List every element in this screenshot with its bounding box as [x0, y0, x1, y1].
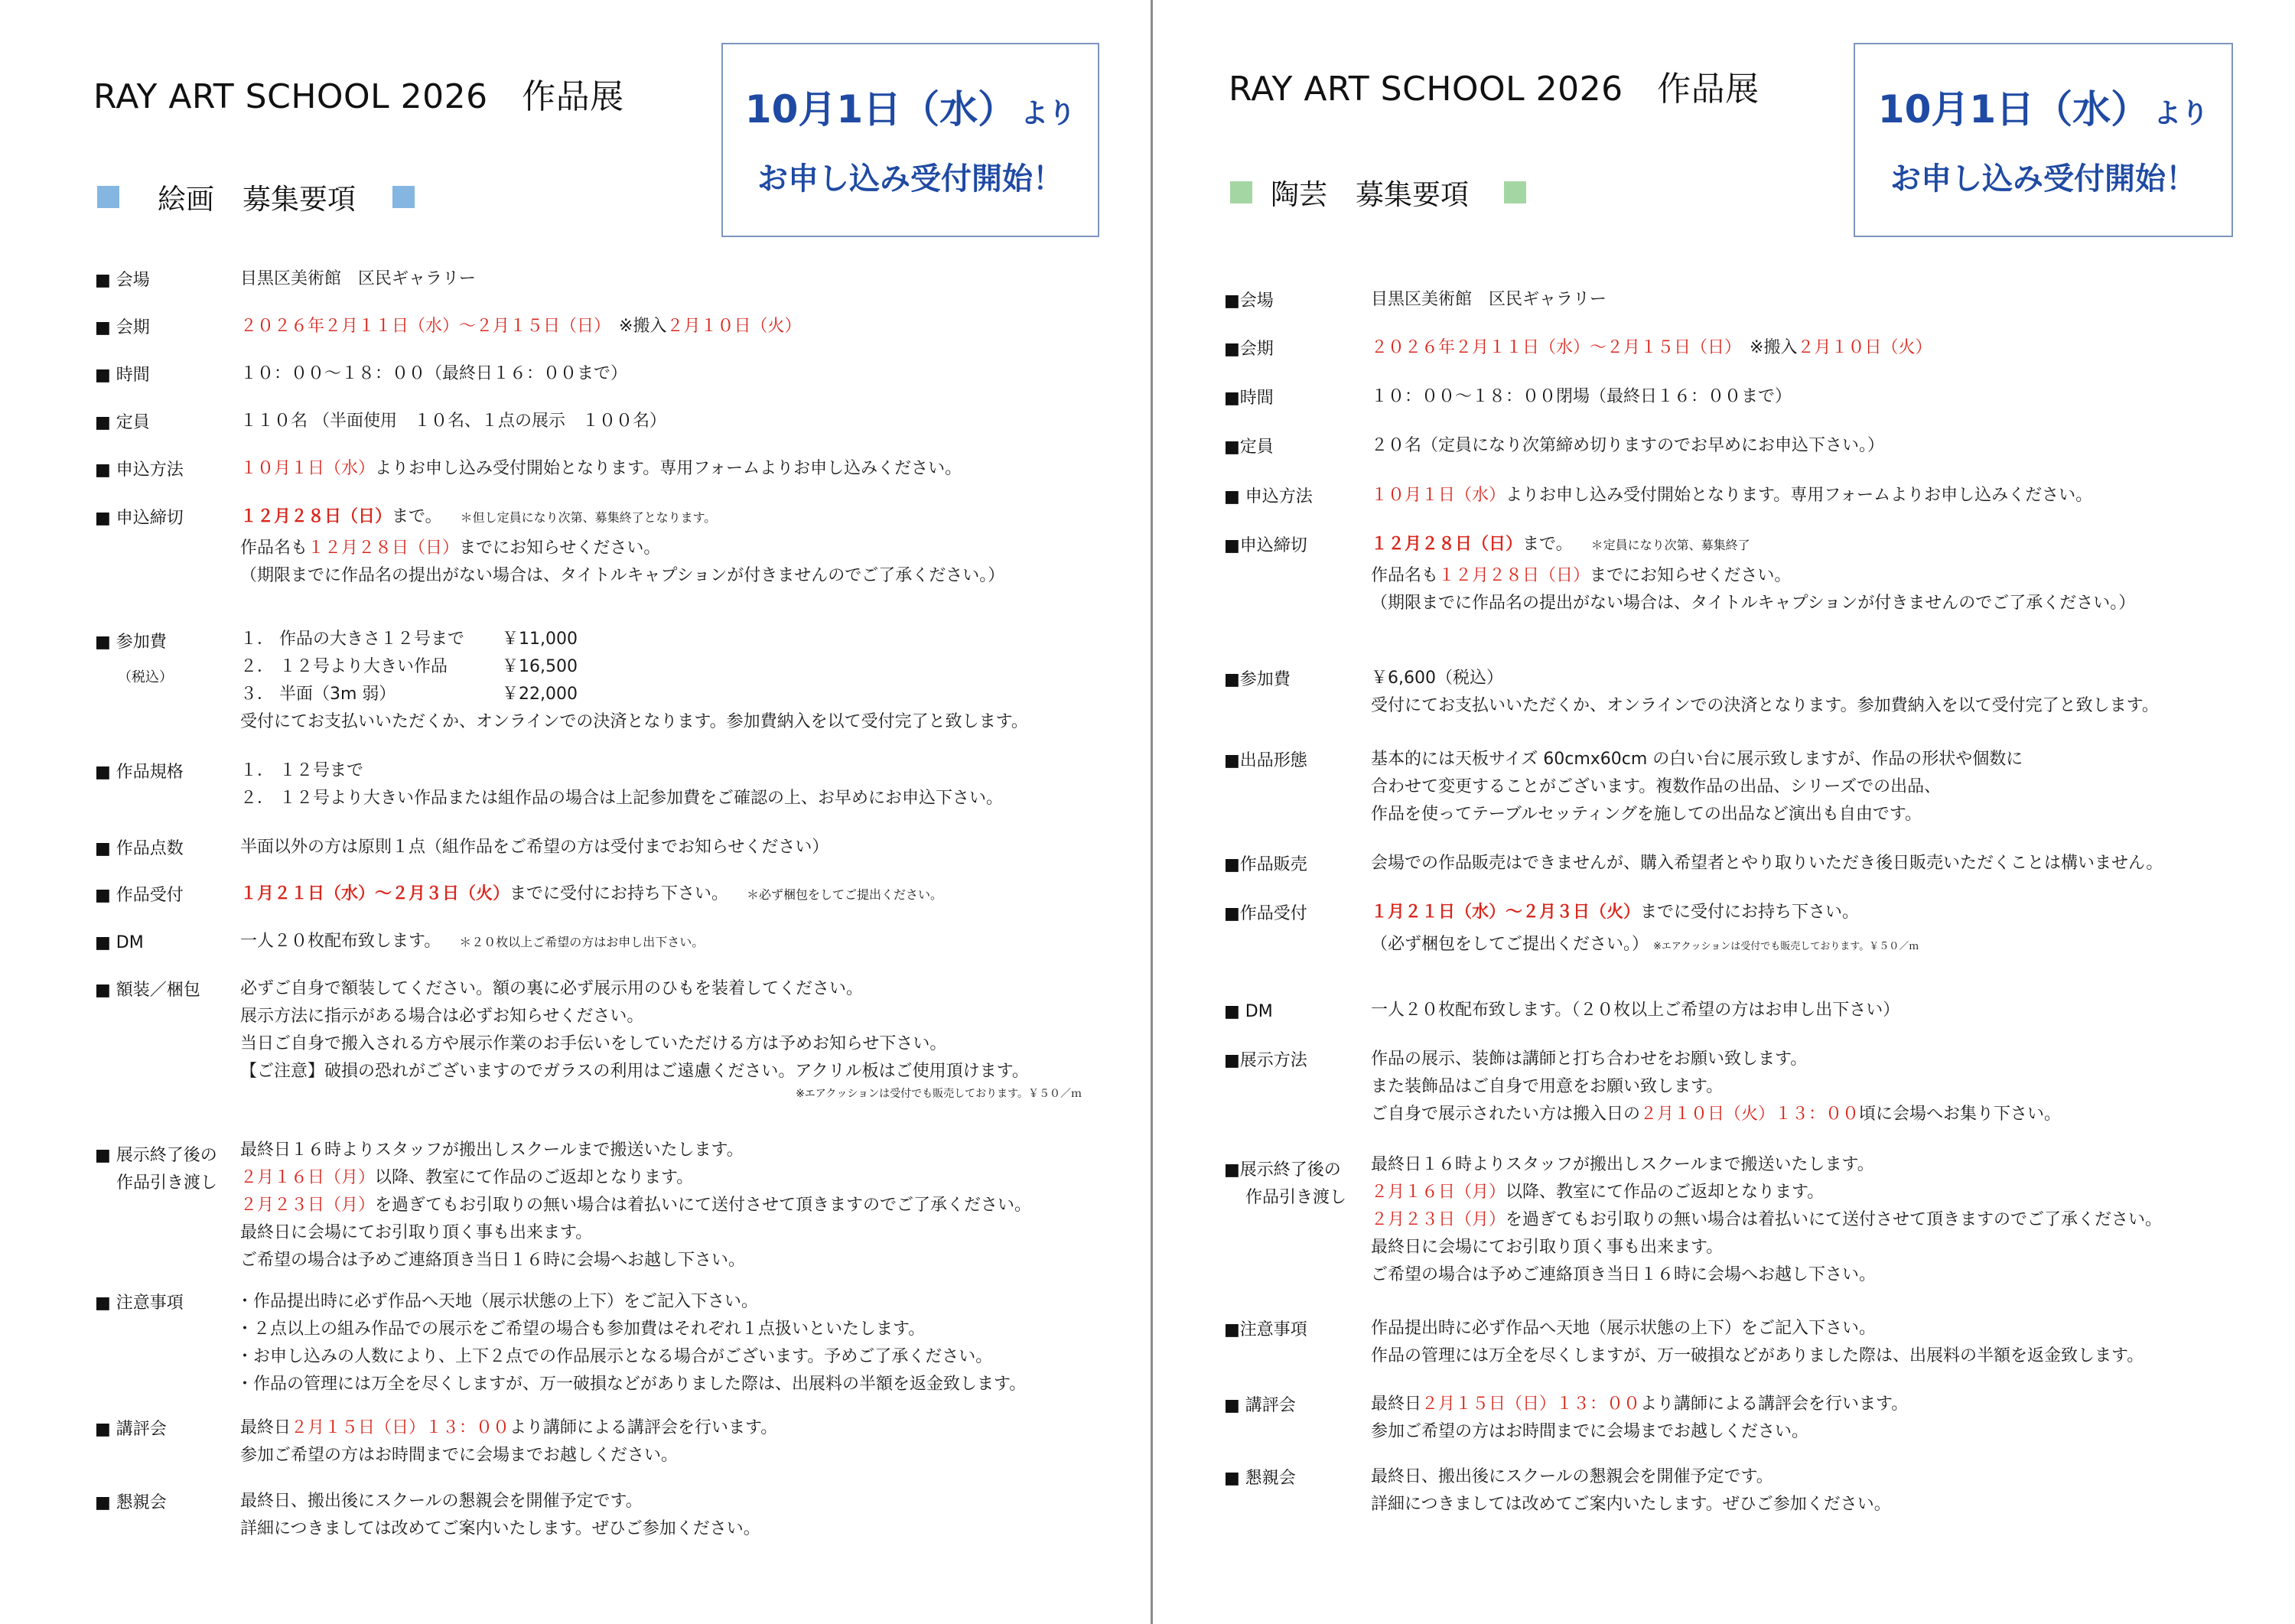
- receive-dates: １月２１日（水）〜２月３日（火）: [1371, 903, 1641, 922]
- return-line: 最終日１６時よりスタッフが搬出しスクールまで搬送いたします。: [1371, 1155, 1874, 1174]
- period-dates: ２０２６年２月１１日（水）〜２月１５日（日）: [240, 317, 603, 336]
- dm-label: ■ DM: [1224, 1002, 1273, 1021]
- return-label: [95, 1142, 217, 1197]
- return-line: を過ぎてもお引取りの無い場合は着払いにて送付させて頂きますのでご了承ください。: [375, 1196, 1032, 1215]
- page-divider: [1151, 0, 1153, 1624]
- page-title: RAY ART SCHOOL 2026 作品展: [1229, 70, 1760, 109]
- party-label: ■ 懇親会: [1224, 1469, 1296, 1488]
- venue-value: [1371, 286, 1606, 314]
- critique-label: ■ 講評会: [1224, 1396, 1296, 1415]
- deadline-note: ＊但し定員になり次第、募集終了となります。: [460, 510, 717, 525]
- display-line: 頃に会場へお集り下さい。: [1859, 1105, 2062, 1124]
- critique-line: 参加ご希望の方はお時間までに会場までお越しください。: [240, 1446, 679, 1465]
- framing-label: ■ 額装／梱包: [95, 981, 200, 1000]
- period-label: ■ 会期: [95, 318, 150, 337]
- notes-line: 作品提出時に必ず作品へ天地（展示状態の上下）をご記入下さい。: [1371, 1319, 1877, 1338]
- framing-line: 必ずご自身で額装してください。額の裏に必ず展示用のひもを装着してください。: [240, 979, 864, 998]
- return-value: [240, 1137, 1031, 1274]
- deadline-value: [1371, 531, 2135, 617]
- green-square-icon: [1230, 181, 1252, 203]
- dm-value: [240, 928, 704, 956]
- spec-line: １． １２号まで: [240, 761, 363, 780]
- fee-label-text: ■ 参加費: [95, 633, 167, 652]
- format-line: 基本的には天板サイズ 60cmx60cm の白い台に展示致しますが、作品の形状や個数に: [1371, 750, 2023, 769]
- section-title: [1230, 171, 1526, 213]
- section-title-label: 陶芸 募集要項: [1271, 178, 1469, 211]
- return-line: 以降、教室にて作品のご返却となります。: [375, 1168, 694, 1187]
- period-value: [1371, 334, 1932, 362]
- party-value: [1371, 1463, 1891, 1518]
- deadline-label: ■申込締切: [1224, 536, 1307, 555]
- sales-value: [1371, 850, 2163, 877]
- return-line: 最終日に会場にてお引取り頂く事も出来ます。: [240, 1223, 593, 1242]
- deadline-text: まで。: [1522, 535, 1573, 554]
- title-deadline-note: （期限までに作品名の提出がない場合は、タイトルキャプションが付きませんのでご了承ください。）: [1371, 594, 2136, 613]
- framing-value: [240, 975, 1082, 1102]
- receive-value: [240, 880, 942, 909]
- carry-in-prefix: ※搬入: [619, 317, 667, 336]
- format-value: [1371, 746, 2023, 828]
- party-line: 最終日、搬出後にスクールの懇親会を開催予定です。: [1371, 1467, 1773, 1486]
- page-title: RAY ART SCHOOL 2026 作品展: [93, 77, 624, 116]
- return-deadline-date: ２月２３日（月）: [240, 1196, 376, 1215]
- critique-value: [240, 1414, 777, 1469]
- capacity-label: ■定員: [1224, 438, 1274, 457]
- return-label-line: ■ 展示終了後の: [95, 1146, 217, 1165]
- fee-payment-text: 受付にてお支払いいただくか、オンラインでの決済となります。参加費納入を以て受付完了と致します。: [240, 712, 1028, 731]
- notes-line: ・作品提出時に必ず作品へ天地（展示状態の上下）をご記入下さい。: [236, 1292, 759, 1311]
- receive-line: （必ず梱包をしてご提出ください。）: [1371, 935, 1649, 954]
- party-line: 詳細につきましては改めてご案内いたします。ぜひご参加ください。: [240, 1519, 760, 1538]
- hours-value: [240, 360, 627, 388]
- display-meeting-date: ２月１０日（火）１３：００: [1640, 1105, 1860, 1124]
- hours-text: １０：００〜１８：００（最終日１６：００まで）: [240, 364, 628, 383]
- sales-label: ■作品販売: [1224, 855, 1307, 874]
- count-text: 半面以外の方は原則１点（組作品をご希望の方は受付までお知らせください）: [240, 838, 829, 857]
- count-value: [240, 834, 828, 861]
- title-deadline-suffix: までにお知らせください。: [459, 539, 661, 558]
- fee-item-desc: １． 作品の大きさ１２号まで: [240, 630, 464, 649]
- apply-method-value: [1371, 482, 2092, 509]
- spec-value: [240, 757, 1003, 812]
- return-line: を過ぎてもお引取りの無い場合は着払いにて送付させて頂きますのでご了承ください。: [1506, 1210, 2163, 1229]
- receive-text: までに受付にお持ち下さい。: [509, 884, 729, 903]
- return-label: [1224, 1157, 1346, 1212]
- section-title-label: 絵画 募集要項: [158, 183, 356, 216]
- apply-method-text: よりお申し込み受付開始となります。専用フォームよりお申し込みください。: [375, 459, 962, 478]
- fee-item-desc: ３． 半面（3m 弱）: [240, 685, 396, 704]
- notes-label: ■注意事項: [1224, 1320, 1307, 1339]
- party-value: [240, 1488, 760, 1543]
- fee-value: [240, 626, 1028, 736]
- title-deadline-date: １２月２８日（日）: [1438, 566, 1590, 585]
- deadline-date: １２月２８日（日）: [1371, 535, 1523, 554]
- format-line: 合わせて変更することがございます。複数作品の出品、シリーズでの出品、: [1371, 777, 1942, 796]
- display-label: ■展示方法: [1224, 1051, 1307, 1070]
- return-line: 最終日に会場にてお引取り頂く事も出来ます。: [1371, 1238, 1724, 1257]
- return-label-line: ■展示終了後の: [1224, 1160, 1341, 1180]
- display-line: ご自身で展示されたい方は搬入日の: [1371, 1105, 1641, 1124]
- fee-label: [95, 633, 173, 686]
- return-value: [1371, 1151, 2162, 1289]
- venue-value: [240, 265, 476, 293]
- application-start-banner: [721, 43, 1099, 237]
- fee-item-price: ￥16,500: [502, 657, 578, 676]
- capacity-text: ２０名（定員になり次第締め切りますのでお早めにお申込下さい。）: [1371, 436, 1885, 455]
- critique-line: 参加ご希望の方はお時間までに会場までお越しください。: [1371, 1422, 1809, 1441]
- deadline-value: [240, 503, 1004, 590]
- ceramics-flyer: [1154, 0, 2295, 1624]
- notes-line: ・２点以上の組み作品での展示をご希望の場合も参加費はそれぞれ１点扱いといたします。: [236, 1320, 926, 1339]
- critique-prefix: 最終日: [240, 1418, 291, 1437]
- blue-square-icon: [97, 186, 119, 208]
- apply-method-value: [240, 455, 962, 483]
- blue-square-icon: [392, 186, 415, 208]
- critique-date: ２月１５日（日）１３：００: [291, 1418, 510, 1437]
- deadline-label: ■ 申込締切: [95, 509, 184, 528]
- notes-label: ■ 注意事項: [95, 1294, 184, 1313]
- title-deadline-note: （期限までに作品名の提出がない場合は、タイトルキャプションが付きませんのでご了承ください。）: [240, 566, 1005, 585]
- deadline-text: まで。: [392, 507, 442, 526]
- party-line: 最終日、搬出後にスクールの懇親会を開催予定です。: [240, 1492, 643, 1511]
- notes-line: 作品の管理には万全を尽くしますが、万一破損などがありました際は、出展料の半額を返金致します。: [1371, 1346, 2144, 1365]
- return-line: ご希望の場合は予めご連絡頂き当日１６時に会場へお越し下さい。: [240, 1251, 746, 1270]
- banner-date-suffix: より: [1021, 98, 1076, 129]
- return-line: ご希望の場合は予めご連絡頂き当日１６時に会場へお越し下さい。: [1371, 1265, 1877, 1284]
- carry-in-prefix: ※搬入: [1750, 338, 1798, 357]
- period-value: [240, 313, 801, 340]
- fee-tax-note: （税込）: [118, 669, 173, 686]
- critique-text: より講師による講評会を行います。: [509, 1418, 778, 1437]
- return-start-date: ２月１６日（月）: [1371, 1183, 1506, 1202]
- dm-note: ＊２０枚以上ご希望の方はお申し出下さい。: [459, 935, 705, 949]
- framing-line: 当日ご自身で搬入される方や展示作業のお手伝いをしていただける方は予めお知らせ下さい。: [240, 1034, 947, 1053]
- display-line: 作品の展示、装飾は講師と打ち合わせをお願い致します。: [1371, 1050, 1808, 1069]
- fee-label: ■参加費: [1224, 670, 1291, 689]
- framing-line: 展示方法に指示がある場合は必ずお知らせください。: [240, 1007, 644, 1026]
- banner-message: お申し込み受付開始！: [1890, 161, 2196, 197]
- fee-value: [1371, 665, 2159, 720]
- carry-in-date: ２月１０日（火）: [1797, 338, 1932, 357]
- receive-note: ※エアクッションは受付でも販売しております。￥５０／ｍ: [1653, 941, 1919, 952]
- section-title: [97, 176, 415, 217]
- title-deadline-suffix: までにお知らせください。: [1590, 566, 1792, 585]
- fee-item-desc: ２． １２号より大きい作品: [240, 657, 448, 676]
- banner-date-suffix: より: [2153, 98, 2209, 129]
- critique-date: ２月１５日（日）１３：００: [1421, 1395, 1641, 1414]
- capacity-label: ■ 定員: [95, 413, 150, 432]
- deadline-note: ＊定員になり次第、募集終了: [1590, 538, 1750, 552]
- venue-label: ■会場: [1224, 291, 1274, 311]
- party-label: ■ 懇親会: [95, 1493, 167, 1512]
- deadline-date: １２月２８日（日）: [240, 507, 392, 526]
- format-label: ■出品形態: [1224, 751, 1307, 770]
- fee-item-price: ￥11,000: [502, 630, 578, 649]
- banner-date: 10月1日（水）: [1877, 87, 2150, 132]
- notes-line: ・作品の管理には万全を尽くしますが、万一破損などがありました際は、出展料の半額を返金致します。: [236, 1375, 1027, 1394]
- hours-label: ■時間: [1224, 389, 1274, 408]
- hours-text: １０：００〜１８：００閉場（最終日１６：００まで）: [1371, 387, 1792, 406]
- notes-value: [236, 1288, 1026, 1398]
- spec-line: ２． １２号より大きい作品または組作品の場合は上記参加費をご確認の上、お早めにお申込下さい。: [240, 789, 1003, 808]
- capacity-value: [240, 408, 666, 435]
- notes-line: ・お申し込みの人数により、上下２点での作品展示となる場合がございます。予めご了承ください。: [236, 1347, 993, 1366]
- receive-note: ＊必ず梱包をしてご提出ください。: [747, 887, 943, 902]
- return-line: 以降、教室にて作品のご返却となります。: [1506, 1183, 1825, 1202]
- period-label: ■会期: [1224, 340, 1274, 359]
- hours-label: ■ 時間: [95, 366, 150, 385]
- critique-text: より講師による講評会を行います。: [1640, 1395, 1909, 1414]
- hours-value: [1371, 383, 1792, 411]
- critique-value: [1371, 1391, 1908, 1446]
- party-line: 詳細につきましては改めてご案内いたします。ぜひご参加ください。: [1371, 1495, 1891, 1514]
- title-deadline-date: １２月２８日（日）: [308, 539, 460, 558]
- return-deadline-date: ２月２３日（月）: [1371, 1210, 1506, 1229]
- application-start-banner: [1854, 43, 2233, 237]
- format-line: 作品を使ってテーブルセッティングを施しての出品など演出も自由です。: [1371, 805, 1922, 824]
- green-square-icon: [1504, 181, 1526, 203]
- fee-item-price: ￥22,000: [502, 685, 578, 704]
- apply-start-date: １０月１日（水）: [1371, 486, 1506, 505]
- display-line: また装飾品はご自身で用意をお願い致します。: [1371, 1077, 1724, 1096]
- spec-label: ■ 作品規格: [95, 763, 184, 782]
- capacity-text: １１０名 （半面使用 １０名、１点の展示 １００名）: [240, 412, 666, 431]
- count-label: ■ 作品点数: [95, 839, 184, 858]
- title-deadline-prefix: 作品名も: [240, 539, 308, 558]
- framing-note: ※エアクッションは受付でも販売しております。￥５０／ｍ: [796, 1088, 1082, 1100]
- apply-start-date: １０月１日（水）: [240, 459, 376, 478]
- return-label-line: 作品引き渡し: [1245, 1188, 1347, 1207]
- display-value: [1371, 1046, 2061, 1128]
- title-deadline-prefix: 作品名も: [1371, 566, 1439, 585]
- framing-line: 【ご注意】破損の恐れがございますのでガラスの利用はご遠慮ください。アクリル板はご使用頂けます。: [240, 1062, 1029, 1081]
- dm-text: 一人２０枚配布致します。（２０枚以上ご希望の方はお申し出下さい）: [1371, 1001, 1900, 1020]
- apply-method-label: ■ 申込方法: [1224, 487, 1313, 506]
- receive-label: ■作品受付: [1224, 904, 1307, 923]
- dm-text: 一人２０枚配布致します。: [240, 932, 441, 951]
- capacity-value: [1371, 432, 1884, 460]
- banner-date: 10月1日（水）: [744, 87, 1017, 132]
- return-start-date: ２月１６日（月）: [240, 1168, 376, 1187]
- receive-value: [1371, 899, 1919, 961]
- return-label-line: 作品引き渡し: [116, 1173, 218, 1193]
- critique-prefix: 最終日: [1371, 1395, 1422, 1414]
- fee-payment-text: 受付にてお支払いいただくか、オンラインでの決済となります。参加費納入を以て受付完了と致します。: [1371, 696, 2159, 715]
- carry-in-date: ２月１０日（火）: [666, 317, 802, 336]
- receive-label: ■ 作品受付: [95, 886, 184, 905]
- fee-amount: ￥6,600（税込）: [1371, 669, 1503, 688]
- receive-text: までに受付にお持ち下さい。: [1640, 903, 1860, 922]
- critique-label: ■ 講評会: [95, 1420, 167, 1439]
- venue-text: 目黒区美術館 区民ギャラリー: [240, 269, 477, 288]
- banner-message: お申し込み受付開始！: [757, 161, 1063, 197]
- dm-value: [1371, 997, 1899, 1024]
- dm-label: ■ DM: [95, 933, 144, 952]
- notes-value: [1371, 1315, 2144, 1370]
- apply-method-label: ■ 申込方法: [95, 461, 184, 480]
- sales-text: 会場での作品販売はできませんが、購入希望者とやり取りいただき後日販売いただくことは構いません。: [1371, 854, 2163, 873]
- apply-method-text: よりお申し込み受付開始となります。専用フォームよりお申し込みください。: [1506, 486, 2093, 505]
- venue-text: 目黒区美術館 区民ギャラリー: [1371, 290, 1607, 309]
- venue-label: ■ 会場: [95, 271, 150, 290]
- period-dates: ２０２６年２月１１日（水）〜２月１５日（日）: [1371, 338, 1733, 357]
- return-line: 最終日１６時よりスタッフが搬出しスクールまで搬送いたします。: [240, 1141, 744, 1160]
- receive-dates: １月２１日（水）〜２月３日（火）: [240, 884, 510, 903]
